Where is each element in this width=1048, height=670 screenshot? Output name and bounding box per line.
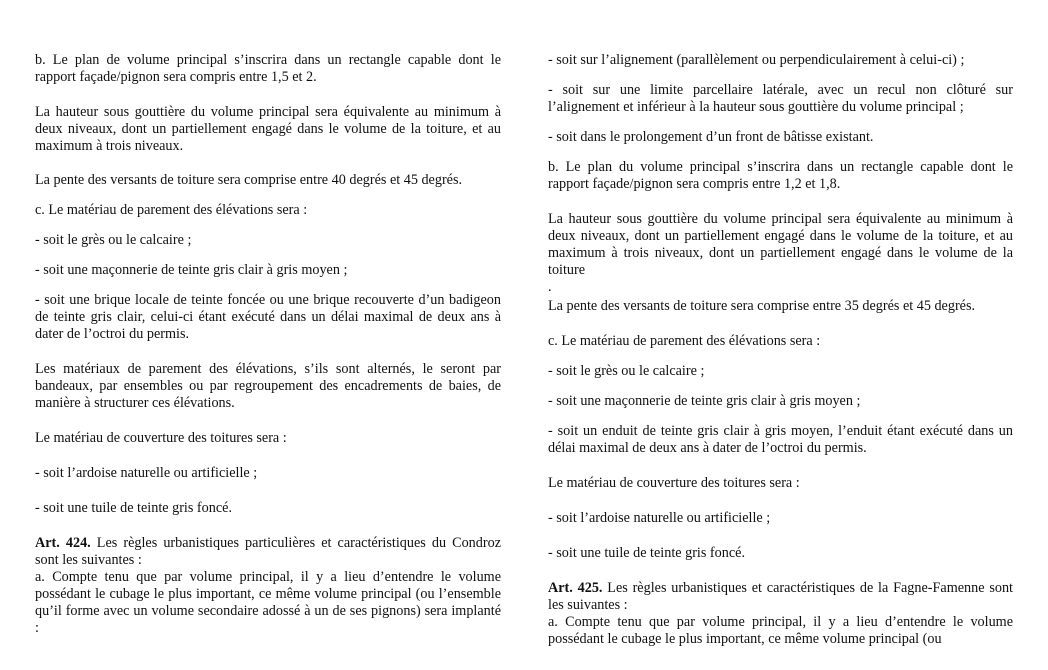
right-column xyxy=(548,52,1013,648)
paragraph: b. Le plan du volume principal s’inscrira dans un rectangle capable dont le rapport façade/pignon sera compris entre 1,2 et 1,8. xyxy=(548,159,1013,192)
list-item: - soit l’ardoise naturelle ou artificielle ; xyxy=(35,465,258,481)
list-item: - soit sur une limite parcellaire latérale, avec un recul non clôturé sur l’alignement et inférieur à la hauteur sous gouttière du volume principal ; xyxy=(548,82,1013,115)
list-item: - soit dans le prolongement d’un front de bâtisse existant. xyxy=(548,129,874,145)
article-424 xyxy=(35,535,501,569)
list-item: - soit le grès ou le calcaire ; xyxy=(35,232,192,248)
paragraph: b. Le plan de volume principal s’inscrira dans un rectangle capable dont le rapport façade/pignon sera compris entre 1,5 et 2. xyxy=(35,52,501,85)
paragraph: Le matériau de couverture des toitures sera : xyxy=(548,475,800,491)
list-item: - soit sur l’alignement (parallèlement ou perpendiculairement à celui-ci) ; xyxy=(548,52,965,68)
paragraph: La pente des versants de toiture sera comprise entre 40 degrés et 45 degrés. xyxy=(35,172,463,188)
list-item: - soit une maçonnerie de teinte gris clair à gris moyen ; xyxy=(548,393,861,409)
paragraph: La pente des versants de toiture sera comprise entre 35 degrés et 45 degrés. xyxy=(548,298,976,314)
article-425 xyxy=(548,580,1013,614)
article-number: Art. 425. xyxy=(548,580,603,596)
paragraph: c. Le matériau de parement des élévations sera : xyxy=(35,202,308,218)
paragraph: Les matériaux de parement des élévations, s’ils sont alternés, le seront par bandeaux, par ensembles ou par regroupement des encadrements de baies, de manière à structurer ces élévations. xyxy=(35,361,501,411)
list-item: - soit une tuile de teinte gris foncé. xyxy=(35,500,232,516)
list-item: - soit l’ardoise naturelle ou artificielle ; xyxy=(548,510,771,526)
paragraph: Le matériau de couverture des toitures sera : xyxy=(35,430,287,446)
list-item: - soit une tuile de teinte gris foncé. xyxy=(548,545,745,561)
paragraph: La hauteur sous gouttière du volume principal sera équivalente au minimum à deux niveaux, dont un partiellement engagé dans le volume de la toiture, et au maximum à trois niveaux, dont un partiellement engagé dans le volume de la toiture xyxy=(548,211,1013,278)
article-text: Les règles urbanistiques et caractéristiques de la Fagne-Famenne sont les suivantes : xyxy=(548,580,1013,613)
article-number: Art. 424. xyxy=(35,535,91,551)
paragraph: La hauteur sous gouttière du volume principal sera équivalente au minimum à deux niveaux, dont un partiellement engagé dans le volume de la toiture, et au maximum à trois niveaux. xyxy=(35,104,501,154)
article-item-a: a. Compte tenu que par volume principal, il y a lieu d’entendre le volume possédant le cubage le plus important, ce même volume principal (ou xyxy=(548,614,1013,647)
list-item: - soit le grès ou le calcaire ; xyxy=(548,363,705,379)
article-item-a: a. Compte tenu que par volume principal, il y a lieu d’entendre le volume possédant le cubage le plus important, ce même volume principal (ou l’ensemble qu’il forme avec un volume secondaire adossé à un de ses pignons) sera implanté : xyxy=(35,569,501,636)
left-column xyxy=(35,52,501,637)
stray-period: . xyxy=(548,279,552,295)
list-item: - soit une maçonnerie de teinte gris clair à gris moyen ; xyxy=(35,262,348,278)
article-text: Les règles urbanistiques particulières et caractéristiques du Condroz sont les suivantes : xyxy=(35,535,501,568)
list-item: - soit un enduit de teinte gris clair à gris moyen, l’enduit étant exécuté dans un délai maximal de deux ans à dater de l’octroi du permis. xyxy=(548,423,1013,456)
list-item: - soit une brique locale de teinte foncée ou une brique recouverte d’un badigeon de teinte gris clair, celui-ci étant exécuté dans un délai maximal de deux ans à dater de l’octroi du permis. xyxy=(35,292,501,342)
paragraph: c. Le matériau de parement des élévations sera : xyxy=(548,333,821,349)
